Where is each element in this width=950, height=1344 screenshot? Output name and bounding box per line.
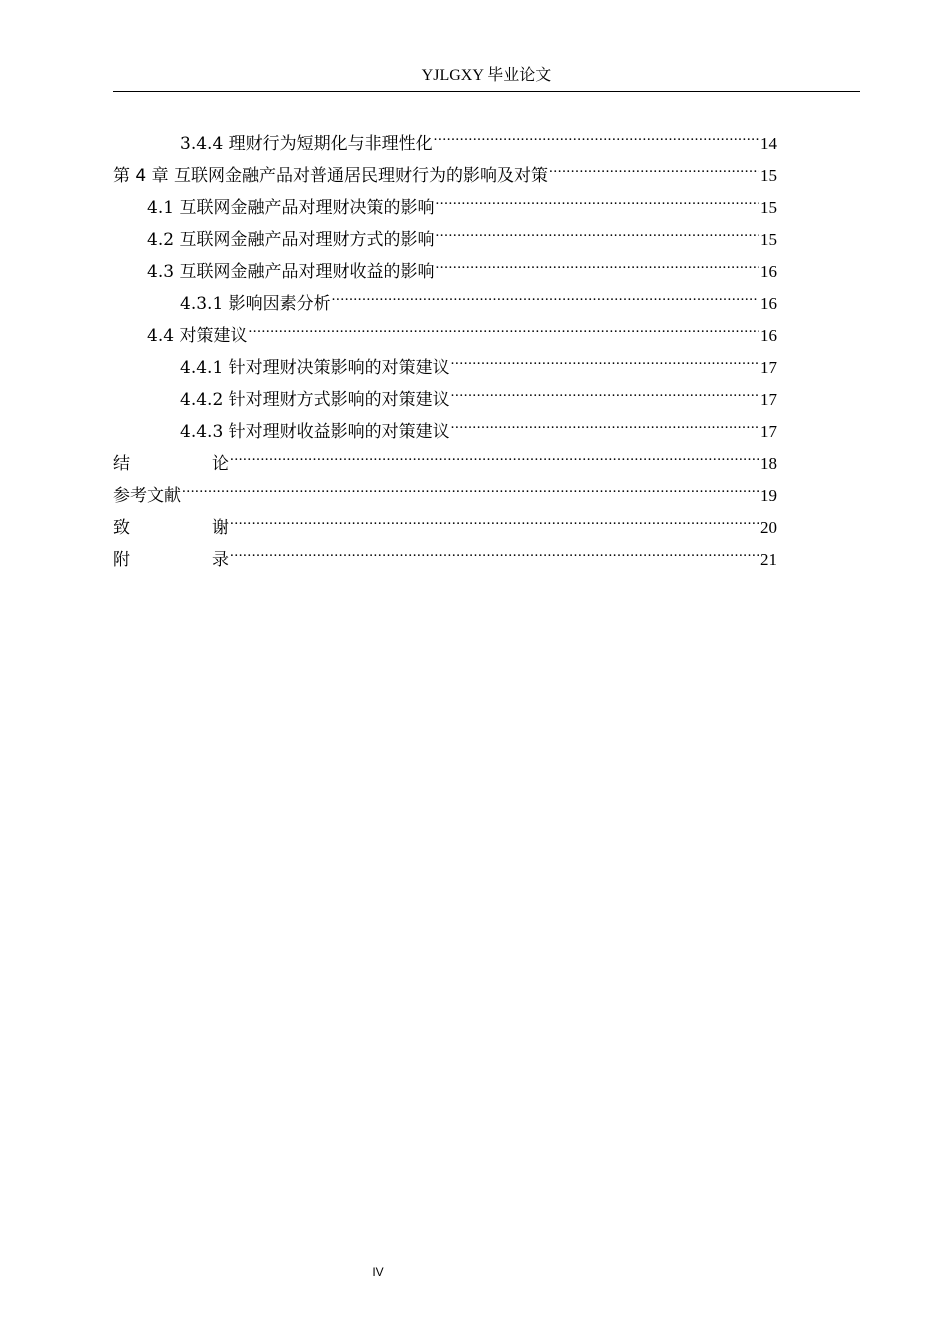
toc-entry-title: 4.4.1 针对理财决策影响的对策建议 [180, 358, 450, 378]
toc-entry-page: 21 [760, 550, 777, 569]
toc-entry-title: 4.3 互联网金融产品对理财收益的影响 [147, 262, 435, 282]
toc-leader-dots [435, 245, 759, 277]
toc-entry-title: 3.4.4 理财行为短期化与非理性化 [180, 134, 433, 154]
toc-entry-page: 17 [760, 358, 777, 377]
toc-leader-dots [435, 213, 759, 245]
toc-leader-dots [248, 309, 759, 341]
toc-entry[interactable] [113, 117, 777, 154]
toc-leader-dots [230, 501, 759, 533]
page-number: IV [372, 1265, 384, 1279]
toc-leader-dots [451, 341, 759, 373]
toc-leader-dots [434, 117, 759, 149]
toc-title-char: 谢 [212, 518, 229, 538]
toc-leader-dots [451, 405, 759, 437]
toc-leader-dots [230, 437, 759, 469]
toc-title-char: 录 [212, 550, 229, 570]
toc-entry-title: 第 4 章 互联网金融产品对普通居民理财行为的影响及对策 [113, 166, 549, 186]
toc-entry-title: 4.2 互联网金融产品对理财方式的影响 [147, 230, 435, 250]
toc-entry-page: 15 [760, 198, 777, 217]
toc-entry-title: 4.1 互联网金融产品对理财决策的影响 [147, 198, 435, 218]
toc-entry-page: 19 [760, 486, 777, 505]
toc-entry-page: 17 [760, 422, 777, 441]
toc-entry-references[interactable] [113, 469, 777, 506]
toc-entry-page: 20 [760, 518, 777, 537]
toc-leader-dots [549, 149, 759, 181]
toc-entry-title: 4.4 对策建议 [147, 326, 248, 346]
toc-title-char: 附 [113, 550, 130, 570]
toc-entry-title: 参考文献 [113, 486, 181, 506]
toc-title-char: 致 [113, 518, 130, 538]
toc-entry-page: 15 [760, 166, 777, 185]
toc-entry-page: 16 [760, 326, 777, 345]
toc-entry-page: 16 [760, 262, 777, 281]
toc-title-char: 结 [113, 454, 130, 474]
toc-entry-page: 18 [760, 454, 777, 473]
toc-leader-dots [230, 533, 759, 565]
toc-title-char: 论 [212, 454, 229, 474]
toc-entry-title: 4.4.3 针对理财收益影响的对策建议 [180, 422, 450, 442]
toc-entry-title [113, 544, 229, 576]
toc-entry-page: 15 [760, 230, 777, 249]
toc-leader-dots [435, 181, 759, 213]
toc-leader-dots [451, 373, 759, 405]
toc-entry-page: 14 [760, 134, 777, 153]
toc-entry-title: 4.3.1 影响因素分析 [180, 294, 331, 314]
toc-leader-dots [182, 469, 759, 501]
toc-entry-page: 16 [760, 294, 777, 313]
page-header [113, 66, 860, 92]
toc-entry-page: 17 [760, 390, 777, 409]
header-title: YJLGXY 毕业论文 [421, 67, 552, 84]
toc-entry-acknowledgements[interactable] [113, 501, 777, 538]
toc-entry-title: 4.4.2 针对理财方式影响的对策建议 [180, 390, 450, 410]
table-of-contents [113, 117, 777, 570]
toc-leader-dots [332, 277, 759, 309]
toc-entry-title [113, 512, 229, 544]
